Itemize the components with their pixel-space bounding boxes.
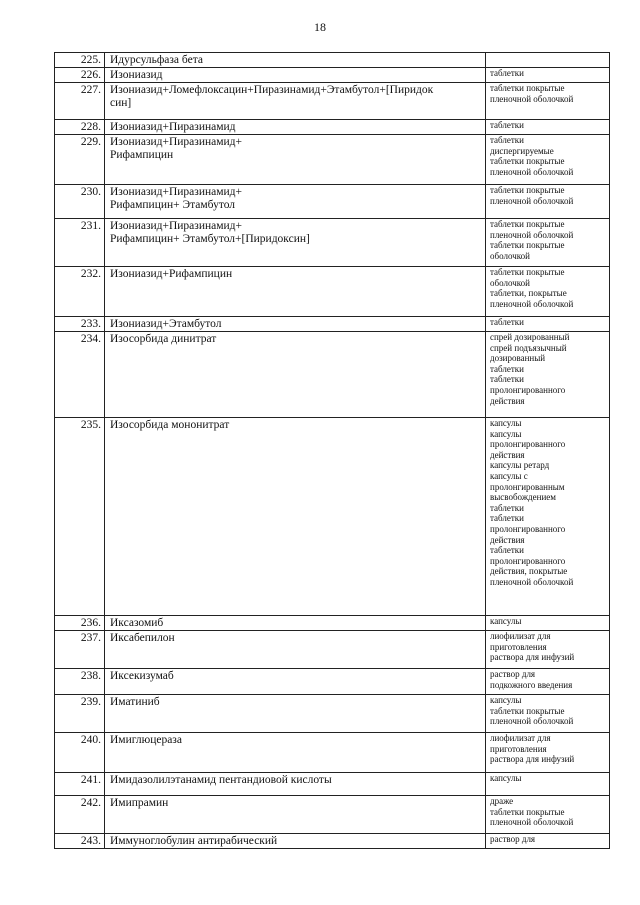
drug-name-cell	[105, 695, 486, 733]
drug-name: Изониазид	[110, 69, 163, 81]
row-number: 239.	[55, 695, 105, 733]
dosage-form: таблетки	[490, 513, 525, 524]
drug-name: Изониазид+Пиразинамид+	[110, 186, 243, 198]
drug-name: Имидазолилэтанамид пентандиовой кислоты	[110, 774, 332, 786]
table-row	[55, 669, 610, 695]
drug-name: Рифампицин+ Этамбутол+[Пиридоксин]	[110, 233, 310, 245]
dosage-form: лиофилизат для	[490, 631, 551, 641]
drug-name: Изониазид+Ломефлоксацин+Пиразинамид+Этамбутол+[Пиридок	[110, 84, 434, 96]
drug-name: син]	[110, 97, 132, 109]
dosage-form: таблетки покрытые	[490, 240, 565, 251]
dosage-form: пленочной оболочкой	[490, 817, 574, 828]
dosage-form: таблетки	[490, 135, 525, 145]
dosage-form-cell	[486, 631, 610, 669]
drug-name: Изониазид+Пиразинамид	[110, 121, 236, 133]
dosage-form: таблетки покрытые	[490, 267, 565, 277]
dosage-form: пролонгированного	[490, 384, 566, 395]
dosage-form: дозированный	[490, 353, 546, 364]
dosage-form: таблетки, покрытые	[490, 288, 567, 299]
dosage-form: действия, покрытые	[490, 566, 568, 577]
drug-name: Рифампицин+ Этамбутол	[110, 199, 236, 211]
dosage-form: пленочной оболочкой	[490, 195, 574, 206]
table-row	[55, 695, 610, 733]
drug-name: Изосорбида мононитрат	[110, 419, 230, 431]
table-row	[55, 53, 610, 68]
drug-name-cell	[105, 773, 486, 796]
table-row	[55, 68, 610, 83]
dosage-form: драже	[490, 796, 514, 806]
dosage-form: лиофилизат для	[490, 733, 551, 743]
table-row	[55, 219, 610, 267]
dosage-form: таблетки покрытые	[490, 185, 565, 195]
dosage-form-cell	[486, 773, 610, 796]
dosage-form: пленочной оболочкой	[490, 576, 574, 587]
drug-name-cell	[105, 135, 486, 185]
dosage-form: спрей дозированный	[490, 332, 570, 342]
dosage-form: диспергируемые	[490, 145, 554, 156]
drug-name-cell	[105, 631, 486, 669]
drug-name: Имиглюцераза	[110, 734, 182, 746]
dosage-form: пленочной оболочкой	[490, 298, 574, 309]
dosage-form: капсулы	[490, 773, 522, 783]
table-row	[55, 834, 610, 849]
drug-name-cell	[105, 332, 486, 418]
drug-name-cell	[105, 616, 486, 631]
dosage-form: приготовления	[490, 743, 547, 754]
dosage-form: таблетки покрытые	[490, 219, 565, 229]
table-body	[55, 53, 610, 849]
dosage-form-cell	[486, 68, 610, 83]
drug-name-cell	[105, 317, 486, 332]
row-number: 242.	[55, 796, 105, 834]
drug-name-cell	[105, 185, 486, 219]
table-row	[55, 120, 610, 135]
dosage-form: таблетки покрытые	[490, 705, 565, 716]
row-number: 236.	[55, 616, 105, 631]
dosage-form: таблетки покрытые	[490, 83, 565, 93]
drug-name-cell	[105, 733, 486, 773]
table-row	[55, 418, 610, 616]
row-number: 227.	[55, 83, 105, 120]
drug-name: Иксазомиб	[110, 617, 164, 629]
row-number: 228.	[55, 120, 105, 135]
drug-name-cell	[105, 219, 486, 267]
table-row	[55, 631, 610, 669]
row-number: 241.	[55, 773, 105, 796]
table-row	[55, 796, 610, 834]
drug-name: Изониазид+Пиразинамид+	[110, 136, 243, 148]
dosage-form-cell	[486, 219, 610, 267]
drug-name-cell	[105, 834, 486, 849]
dosage-form: пленочной оболочкой	[490, 93, 574, 104]
drug-name-cell	[105, 418, 486, 616]
row-number: 238.	[55, 669, 105, 695]
dosage-form-cell	[486, 332, 610, 418]
table-row	[55, 317, 610, 332]
drug-name: Иммуноглобулин антирабический	[110, 835, 278, 847]
dosage-form: капсулы	[490, 695, 522, 705]
dosage-form-cell	[486, 135, 610, 185]
row-number: 240.	[55, 733, 105, 773]
dosage-form: приготовления	[490, 641, 547, 652]
dosage-form: капсулы ретард	[490, 460, 550, 471]
table-row	[55, 185, 610, 219]
dosage-form-cell	[486, 185, 610, 219]
dosage-form: раствор для	[490, 834, 536, 844]
dosage-form: капсулы	[490, 418, 522, 428]
page-number: 18	[314, 20, 326, 34]
dosage-form: пленочной оболочкой	[490, 166, 574, 177]
drug-name: Иматиниб	[110, 696, 160, 708]
dosage-form: капсулы с	[490, 470, 528, 481]
dosage-form-cell	[486, 317, 610, 332]
drug-name: Изосорбида динитрат	[110, 333, 217, 345]
dosage-form-cell	[486, 267, 610, 317]
dosage-form: оболочкой	[490, 250, 530, 261]
table-row	[55, 733, 610, 773]
row-number: 229.	[55, 135, 105, 185]
drug-name-cell	[105, 83, 486, 120]
dosage-form: таблетки	[490, 502, 525, 513]
drug-name-cell	[105, 53, 486, 68]
dosage-form-cell	[486, 733, 610, 773]
drug-name: Изониазид+Этамбутол	[110, 318, 222, 330]
row-number: 231.	[55, 219, 105, 267]
dosage-form: подкожного введения	[490, 679, 573, 690]
dosage-form-cell	[486, 695, 610, 733]
dosage-form-cell	[486, 120, 610, 135]
dosage-form: действия	[490, 449, 525, 460]
dosage-form-cell	[486, 53, 610, 68]
drug-name-cell	[105, 120, 486, 135]
table-row	[55, 773, 610, 796]
dosage-form-cell	[486, 669, 610, 695]
dosage-form-cell	[486, 83, 610, 120]
dosage-form: таблетки	[490, 374, 525, 385]
dosage-form-cell	[486, 796, 610, 834]
dosage-form: таблетки	[490, 120, 525, 130]
dosage-form: таблетки покрытые	[490, 806, 565, 817]
dosage-form: пролонгированного	[490, 439, 566, 450]
dosage-form: таблетки	[490, 363, 525, 374]
dosage-form: пленочной оболочкой	[490, 229, 574, 240]
dosage-form: таблетки	[490, 68, 525, 78]
row-number: 230.	[55, 185, 105, 219]
drug-name-cell	[105, 669, 486, 695]
row-number: 243.	[55, 834, 105, 849]
drug-name: Изониазид+Пиразинамид+	[110, 220, 243, 232]
dosage-form: капсулы	[490, 616, 522, 626]
drug-name-cell	[105, 267, 486, 317]
dosage-form: таблетки	[490, 317, 525, 327]
medicines-table	[54, 52, 610, 849]
dosage-form: раствор для	[490, 669, 536, 679]
drug-name: Рифампицин	[110, 149, 174, 161]
dosage-form: действия	[490, 395, 525, 406]
dosage-form: таблетки покрытые	[490, 156, 565, 167]
drug-name: Иксекизумаб	[110, 670, 174, 682]
drug-name: Имипрамин	[110, 797, 169, 809]
drug-name-cell	[105, 68, 486, 83]
row-number: 235.	[55, 418, 105, 616]
row-number: 226.	[55, 68, 105, 83]
table-row	[55, 267, 610, 317]
dosage-form: пролонгированного	[490, 523, 566, 534]
dosage-form: действия	[490, 534, 525, 545]
drug-name: Изониазид+Рифампицин	[110, 268, 233, 280]
table-row	[55, 135, 610, 185]
table-row	[55, 83, 610, 120]
table-row	[55, 616, 610, 631]
row-number: 232.	[55, 267, 105, 317]
drug-name: Иксабепилон	[110, 632, 175, 644]
dosage-form: капсулы	[490, 428, 522, 439]
drug-name: Идурсульфаза бета	[110, 54, 203, 66]
dosage-form: пролонгированным	[490, 481, 565, 492]
dosage-form: раствора для инфузий	[490, 652, 575, 663]
drug-name-cell	[105, 796, 486, 834]
dosage-form-cell	[486, 616, 610, 631]
row-number: 225.	[55, 53, 105, 68]
dosage-form-cell	[486, 834, 610, 849]
row-number: 233.	[55, 317, 105, 332]
dosage-form-cell	[486, 418, 610, 616]
dosage-form: высвобождением	[490, 492, 556, 503]
row-number: 237.	[55, 631, 105, 669]
table-row	[55, 332, 610, 418]
row-number: 234.	[55, 332, 105, 418]
dosage-form: пролонгированного	[490, 555, 566, 566]
dosage-form: пленочной оболочкой	[490, 716, 574, 727]
dosage-form: оболочкой	[490, 277, 530, 288]
dosage-form: спрей подъязычный	[490, 342, 567, 353]
dosage-form: раствора для инфузий	[490, 754, 575, 765]
dosage-form: таблетки	[490, 545, 525, 556]
